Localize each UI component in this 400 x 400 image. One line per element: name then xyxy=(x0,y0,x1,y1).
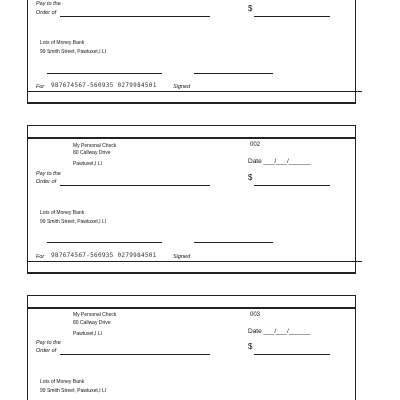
check-3-account-name: My Personal Check xyxy=(73,312,117,318)
check-2-stub-line xyxy=(356,261,362,262)
check-1-pay-line2: Order of xyxy=(36,10,57,16)
check-2-dollar-sign: $ xyxy=(248,173,253,182)
check-2-header-top xyxy=(27,125,356,126)
check-3-date-field[interactable]: Date ___/___/______ xyxy=(248,328,311,335)
check-2-memo-line[interactable] xyxy=(47,242,162,243)
check-2-address: 80 Callway Drive xyxy=(73,150,111,156)
check-2-bank-address: 99 Smith Street, Pawtuxet,I LI xyxy=(40,219,107,225)
check-1-bank-name: Lots of Money Bank xyxy=(40,40,85,46)
check-3-right-border xyxy=(355,295,356,400)
check-2-payee-line[interactable] xyxy=(60,185,210,186)
check-1-left-border xyxy=(27,0,28,103)
check-1-pay-line1: Pay to the xyxy=(36,1,61,7)
check-1-signed-label: Signed xyxy=(173,84,191,90)
check-2-amount-line[interactable] xyxy=(254,185,330,186)
check-3-payee-line[interactable] xyxy=(60,354,210,355)
check-2-bottom-border xyxy=(27,261,356,262)
check-1-right-border xyxy=(355,0,356,103)
check-2-micr-line: 987674567-560935 0279984501 xyxy=(51,252,157,259)
check-1-dollar-sign: $ xyxy=(248,4,253,13)
check-3-pay-line2: Order of xyxy=(36,348,57,354)
check-3-city: Pawtuxet,I LI xyxy=(73,331,102,337)
check-2-pay-line2: Order of xyxy=(36,179,57,185)
check-2-bottom-thick xyxy=(27,272,356,274)
check-1-micr-line: 987674567-560935 0279984501 xyxy=(51,82,157,89)
check-2-bank-name: Lots of Money Bank xyxy=(40,210,85,216)
check-1-signature-line[interactable] xyxy=(194,73,273,74)
check-2-date-field[interactable]: Date ___/___/______ xyxy=(248,158,311,165)
check-2-signed-label: Signed xyxy=(173,254,191,260)
check-2-number: 002 xyxy=(250,142,261,148)
check-2-header-bottom xyxy=(27,137,356,139)
check-3-header-top xyxy=(27,295,356,296)
check-1-amount-line[interactable] xyxy=(254,16,330,17)
check-1-bottom-border xyxy=(27,91,356,92)
check-3-address: 80 Callway Drive xyxy=(73,320,111,326)
check-3-header-bottom xyxy=(27,307,356,309)
check-1-for-label: For xyxy=(36,84,45,90)
check-3-number: 003 xyxy=(250,312,261,318)
check-3-bank-name: Lots of Money Bank xyxy=(40,379,85,385)
check-2-for-label: For xyxy=(36,254,45,260)
check-3-left-border xyxy=(27,295,28,400)
check-2-pay-line1: Pay to the xyxy=(36,171,61,177)
check-1-memo-line[interactable] xyxy=(47,73,162,74)
check-3-amount-line[interactable] xyxy=(254,354,330,355)
check-2-left-border xyxy=(27,125,28,273)
check-2-signature-line[interactable] xyxy=(194,242,273,243)
check-2-city: Pawtuxet,I LI xyxy=(73,161,102,167)
check-1-bottom-thick xyxy=(27,102,356,104)
check-2-right-border xyxy=(355,125,356,273)
check-3-bank-address: 99 Smith Street, Pawtuxet,I LI xyxy=(40,388,107,394)
check-3-dollar-sign: $ xyxy=(248,342,253,351)
check-2-account-name: My Personal Check xyxy=(73,143,117,149)
check-1-stub-line xyxy=(356,91,362,92)
check-1-payee-line[interactable] xyxy=(60,16,210,17)
check-3-pay-line1: Pay to the xyxy=(36,340,61,346)
check-1-bank-address: 99 Smith Street, Pawtuxet,I LI xyxy=(40,49,107,55)
